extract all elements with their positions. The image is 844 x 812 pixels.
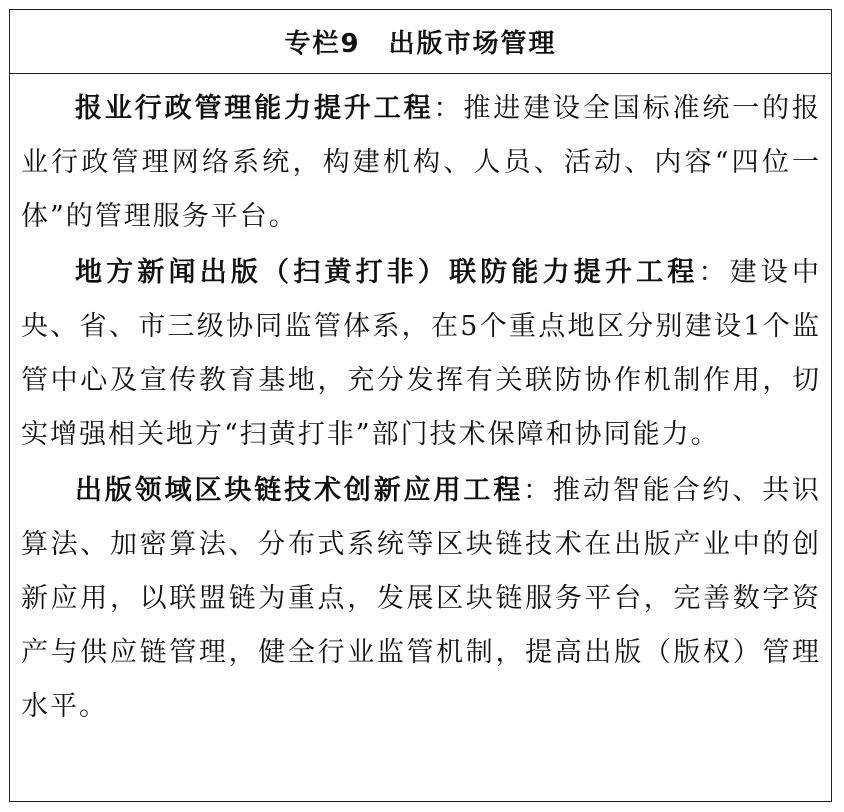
- paragraph-lead: 地方新闻出版（扫黄打非）联防能力提升工程: [75, 257, 699, 288]
- column-box: [9, 9, 832, 802]
- paragraph-lead: 报业行政管理能力提升工程: [75, 93, 434, 124]
- column-body: [10, 74, 831, 734]
- paragraph-newspaper-admin: [21, 82, 821, 244]
- column-title: 专栏9 出版市场管理: [284, 29, 557, 59]
- paragraph-text: ：推动智能合约、共识算法、加密算法、分布式系统等区块链技术在出版产业中的创新应用，以联盟链为重点，发展区块链服务平台，完善数字资产与供应链管理，健全行业监管机制，提高出版（版权）管理水平。: [21, 475, 821, 722]
- paragraph-blockchain: [21, 464, 821, 734]
- paragraph-text: ：建设中央、省、市三级协同监管体系，在5个重点地区分别建设1个监管中心及宣传教育基地，充分发挥有关联防协作机制作用，切实增强相关地方“扫黄打非”部门技术保障和协同能力。: [21, 257, 822, 450]
- paragraph-joint-prevention: [21, 246, 821, 462]
- paragraph-text: ：推进建设全国标准统一的报业行政管理网络系统，构建机构、人员、活动、内容“四位一体”的管理服务平台。: [21, 93, 821, 232]
- column-header: [10, 10, 831, 74]
- paragraph-lead: 出版领域区块链技术创新应用工程: [75, 475, 524, 506]
